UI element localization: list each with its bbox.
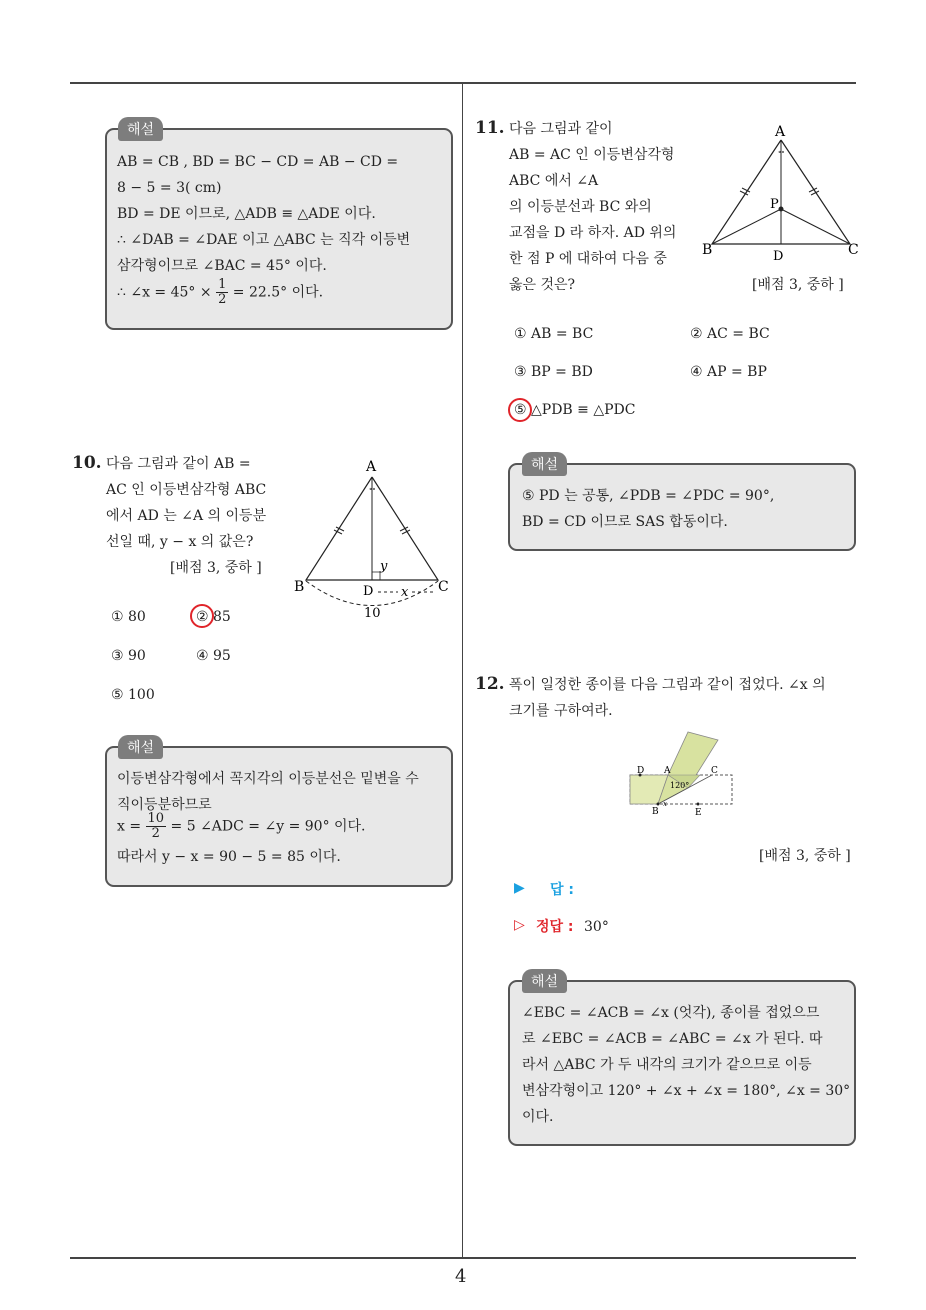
question-number: 12. bbox=[475, 674, 505, 694]
answer-option[interactable]: ① AB = BC bbox=[514, 326, 594, 342]
solution-line: AB = CB , BD = BC − CD = AB − CD = bbox=[117, 154, 399, 170]
question-text: 크기를 구하여라. bbox=[509, 703, 613, 719]
solution-line: 로 ∠EBC = ∠ACB = ∠ABC = ∠x 가 된다. 따 bbox=[522, 1031, 823, 1047]
solution-line: 삼각형이므로 ∠BAC = 45° 이다. bbox=[117, 258, 327, 274]
vertex-label-b: B bbox=[294, 579, 305, 595]
bottom-rule bbox=[70, 1257, 856, 1259]
variable-y-label: y bbox=[380, 559, 388, 574]
question-text: 한 점 P 에 대하여 다음 중 bbox=[509, 251, 667, 267]
correct-answer-value: 30° bbox=[584, 919, 609, 935]
answer-option[interactable]: ② AC = BC bbox=[690, 326, 770, 342]
vertex-label-b: B bbox=[702, 242, 713, 258]
vertex-label-c: C bbox=[438, 579, 449, 595]
fraction: $\frac{1}{2}$ bbox=[218, 277, 227, 307]
vertex-label-a: A bbox=[366, 459, 377, 475]
variable-x-label: x bbox=[663, 800, 667, 808]
solution-line: 8 − 5 = 3( cm) bbox=[117, 180, 222, 196]
isosceles-triangle-figure bbox=[290, 455, 460, 625]
question-number: 10. bbox=[72, 453, 102, 473]
solution-line: 라서 △ABC 가 두 내각의 크기가 같으므로 이등 bbox=[522, 1057, 812, 1073]
angle-label: 120° bbox=[670, 781, 690, 790]
question-text: AC 인 이등변삼각형 ABC bbox=[106, 482, 267, 498]
triangle-with-point-figure bbox=[700, 122, 865, 262]
variable-x-label: x bbox=[401, 585, 409, 600]
solution-line: ⑤ PD 는 공통, ∠PDB = ∠PDC = 90°, bbox=[522, 488, 775, 504]
solution-tag: 해설 bbox=[522, 452, 567, 476]
solution-line: BD = DE 이므로, △ADB ≡ △ADE 이다. bbox=[117, 206, 376, 222]
point-label-c: C bbox=[711, 766, 718, 776]
solution-line: 이등변삼각형에서 꼭지각의 이등분선은 밑변을 수 bbox=[117, 771, 419, 787]
answer-option[interactable]: ⑤ △PDB ≡ △PDC bbox=[514, 402, 636, 418]
solution-line: 직이등분하므로 bbox=[117, 797, 212, 813]
column-divider bbox=[462, 83, 463, 1258]
question-text: AB = AC 인 이등변삼각형 bbox=[509, 147, 675, 163]
question-text: 폭이 일정한 종이를 다음 그림과 같이 접었다. ∠x 의 bbox=[509, 677, 826, 693]
top-rule bbox=[70, 82, 856, 84]
page-number: 4 bbox=[455, 1266, 467, 1287]
solution-line: ∠EBC = ∠ACB = ∠x (엇각), 종이를 접었으므 bbox=[522, 1005, 820, 1021]
solution-line: ∴ ∠DAB = ∠DAE 이고 △ABC 는 직각 이등변 bbox=[117, 232, 411, 248]
question-text: 에서 AD 는 ∠A 의 이등분 bbox=[106, 508, 267, 524]
solution-tag: 해설 bbox=[522, 969, 567, 993]
correct-answer-label: 정답 : bbox=[536, 919, 574, 935]
point-label-b: B bbox=[652, 807, 659, 817]
answer-option[interactable]: ③ 90 bbox=[111, 648, 146, 664]
solution-line: BD = CD 이므로 SAS 합동이다. bbox=[522, 514, 728, 530]
answer-option[interactable]: ④ 95 bbox=[196, 648, 231, 664]
solution-line: 이다. bbox=[522, 1109, 554, 1125]
answer-label: 답 : bbox=[550, 882, 574, 898]
solution-line-fraction: x = $\frac{10}{2}$ = 5 ∠ADC = ∠y = 90° 이다. bbox=[117, 811, 366, 841]
vertex-label-d: D bbox=[773, 249, 784, 262]
answer-option[interactable]: ③ BP = BD bbox=[514, 364, 593, 380]
base-length-label: 10 bbox=[364, 606, 381, 621]
answer-option[interactable]: ② 85 bbox=[196, 609, 231, 625]
svg-text:∘∘: ∘∘ bbox=[778, 148, 785, 156]
svg-text:∘∘: ∘∘ bbox=[369, 485, 376, 493]
selected-answer-mark bbox=[508, 398, 532, 422]
vertex-label-a: A bbox=[775, 124, 786, 140]
solution-line: 변삼각형이고 120° + ∠x + ∠x = 180°, ∠x = 30° bbox=[522, 1083, 851, 1099]
correct-answer-arrow-icon: ▷ bbox=[514, 917, 525, 933]
solution-line-fraction: ∴ ∠x = 45° × $\frac{1}{2}$ = 22.5° 이다. bbox=[117, 277, 324, 307]
score-label: [배점 3, 중하 ] bbox=[752, 277, 844, 293]
point-label-a: A bbox=[664, 766, 671, 776]
point-label-e: E bbox=[695, 808, 702, 818]
question-number: 11. bbox=[475, 118, 505, 138]
question-text: 의 이등분선과 BC 와의 bbox=[509, 199, 652, 215]
fraction: $\frac{10}{2}$ bbox=[147, 811, 165, 841]
selected-answer-mark bbox=[190, 604, 214, 628]
vertex-label-d: D bbox=[363, 584, 374, 599]
solution-tag: 해설 bbox=[118, 735, 163, 759]
question-text: 다음 그림과 같이 bbox=[509, 121, 613, 137]
question-text: 다음 그림과 같이 AB = bbox=[106, 456, 251, 472]
score-label: [배점 3, 중하 ] bbox=[759, 848, 851, 864]
score-label: [배점 3, 중하 ] bbox=[170, 560, 262, 576]
answer-arrow-icon: ▶ bbox=[514, 880, 525, 896]
solution-box-q11 bbox=[508, 463, 856, 551]
question-text: 옳은 것은? bbox=[509, 277, 576, 293]
question-text: 선일 때, y − x 의 값은? bbox=[106, 534, 254, 550]
point-label-p: P bbox=[770, 197, 779, 212]
answer-option[interactable]: ④ AP = BP bbox=[690, 364, 767, 380]
answer-option[interactable]: ① 80 bbox=[111, 609, 146, 625]
vertex-label-c: C bbox=[848, 242, 859, 258]
point-label-d: D bbox=[637, 766, 645, 776]
solution-line: 따라서 y − x = 90 − 5 = 85 이다. bbox=[117, 849, 341, 865]
folded-paper-figure bbox=[620, 728, 750, 823]
answer-option[interactable]: ⑤ 100 bbox=[111, 687, 155, 703]
solution-tag: 해설 bbox=[118, 117, 163, 141]
question-text: ABC 에서 ∠A bbox=[509, 173, 599, 189]
question-text: 교점을 D 라 하자. AD 위의 bbox=[509, 225, 677, 241]
